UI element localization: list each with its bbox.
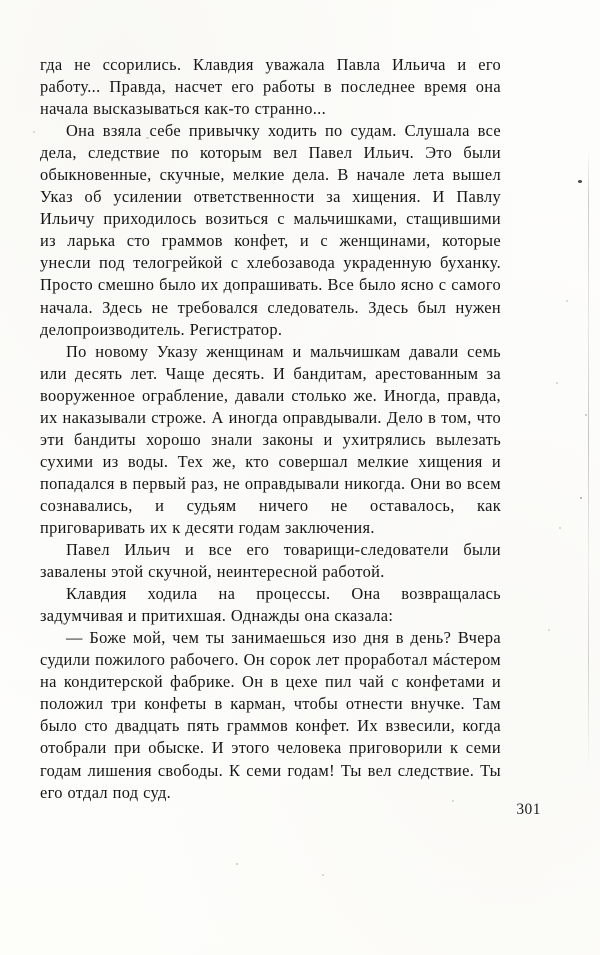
scan-speck-artifact xyxy=(236,863,238,865)
page-text-block xyxy=(40,54,501,804)
scan-speck-artifact xyxy=(322,874,324,876)
scan-streak-artifact xyxy=(588,150,589,770)
paragraph: Павел Ильич и все его товарищи-следователи были завалены этой скучной, неинтересной работой. xyxy=(40,540,501,582)
scan-speck-artifact xyxy=(585,414,587,416)
paragraph: Она взяла себе привычку ходить по судам. Слушала все дела, следствие по которым вел Павел Ильич. Это были обыкновенные, скучные, мелкие дела. В начале лета вышел Указ об усилении ответственности за хищения. И Павлу Ильичу приходилось возиться с мальчишками, стащившими из ларька сто граммов конфет, и с женщинами, которые унесли под телогрейкой с хлебозавода украденную буханку. Просто смешно было их допрашивать. Все было ясно с самого начала. Здесь не требовался следователь. Здесь был нужен делопроизводитель. Регистратор. xyxy=(40,121,501,339)
paragraph: гда не ссорились. Клавдия уважала Павла Ильича и его работу... Правда, насчет его работы в последнее время она начала высказываться как-то странно... xyxy=(40,55,501,119)
scan-speck-artifact xyxy=(559,527,561,529)
paragraph: По новому Указу женщинам и мальчишкам давали семь или десять лет. Чаще десять. И бандитам, арестованным за вооруженное ограбление, давали столько же. Иногда, правда, их наказывали строже. А иногда оправдывали. Дело в том, что эти бандиты хорошо знали законы и ухитрялись вылезать сухими из воды. Тех же, кто совершал мелкие хищения и попадался в первый раз, не оправдывали никогда. Они во всем сознавались, и судьям ничего не оставалось, как приговаривать их к десяти годам заключения. xyxy=(40,341,501,537)
scan-speck-artifact xyxy=(556,382,558,384)
scan-speck-artifact xyxy=(548,629,550,631)
paragraph: Клавдия ходила на процессы. Она возвращалась задумчивая и притихшая. Однажды она сказала: xyxy=(40,584,501,626)
scan-speck-artifact xyxy=(33,131,35,133)
scan-speck-artifact xyxy=(580,497,582,499)
paragraph: — Боже мой, чем ты занимаешься изо дня в день? Вчера судили пожилого рабочего. Он сорок лет проработал мáстером на кондитерской фабрике. Он в цехе пил чай с конфетами и положил три конфеты в карман, чтобы отнести внучке. Там было сто двадцать пять граммов конфет. Их взвесили, когда отобрали при обыске. И этого человека приговорили к семи годам лишения свободы. К семи годам! Ты вел следствие. Ты его отдал под суд. xyxy=(40,628,501,802)
page-number: 301 xyxy=(516,801,541,818)
scan-speck-artifact xyxy=(578,180,582,183)
scan-speck-artifact xyxy=(566,300,568,302)
